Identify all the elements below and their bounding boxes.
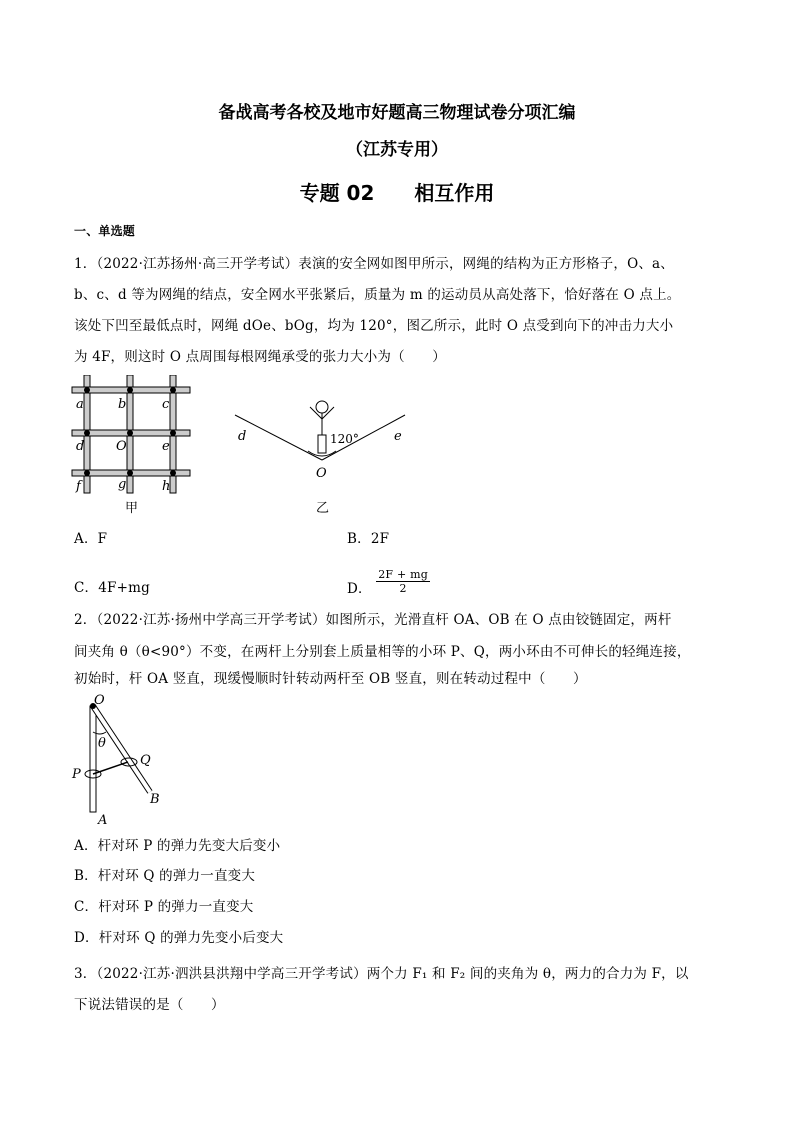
q1-line: 为 4F，则这时 O 点周围每根网绳承受的张力大小为（ ）: [74, 349, 446, 365]
q3-line: 3．（2022·江苏·泗洪县洪翔中学高三开学考试）两个力 F₁ 和 F₂ 间的夹角为 θ，两力的合力为 F，以: [74, 966, 689, 982]
figure-caption-yi: 乙: [316, 501, 330, 516]
q1-option-a[interactable]: A．F: [74, 531, 108, 547]
q1-line: b、c、d 等为网绳的结点，安全网水平张紧后，质量为 m 的运动员从高处落下，恰好落在 O 点上。: [74, 287, 681, 303]
angle-label: 120°: [330, 432, 359, 446]
label-d: d: [238, 429, 247, 444]
fraction: [376, 568, 430, 595]
q2-option-b[interactable]: B．杆对环 Q 的弹力一直变大: [74, 868, 256, 884]
label-O: O: [316, 466, 327, 481]
q3-line: 下说法错误的是（ ）: [74, 997, 225, 1013]
label-b: b: [118, 397, 127, 412]
q2-option-d[interactable]: D．杆对环 Q 的弹力先变小后变大: [74, 930, 284, 946]
q2-line: 2．（2022·江苏·扬州中学高三开学考试）如图所示，光滑直杆 OA、OB 在 O 点由铰链固定，两杆: [74, 612, 672, 628]
fraction-denominator: 2: [399, 582, 407, 595]
q1-line: 该处下凹至最低点时，网绳 dOe、bOg，均为 120°，图乙所示，此时 O 点受到向下的冲击力大小: [74, 318, 674, 334]
q1-line: 1．（2022·江苏扬州·高三开学考试）表演的安全网如图甲所示，网绳的结构为正方形格子，O、a、: [74, 256, 674, 272]
label-c: c: [162, 397, 170, 412]
label-O: O: [116, 439, 127, 454]
q2-line: 间夹角 θ（θ<90°）不变，在两杆上分别套上质量相等的小环 P、Q，两小环由不可伸长的轻绳连接，: [74, 644, 691, 660]
option-d-prefix: D．: [347, 581, 372, 597]
label-P: P: [72, 767, 81, 782]
q1-option-d[interactable]: [347, 568, 430, 603]
q1-option-c[interactable]: C．4F+mg: [74, 580, 150, 596]
fraction-numerator: 2F + mg: [378, 568, 428, 581]
q2-option-a[interactable]: A．杆对环 P 的弹力先变大后变小: [74, 838, 281, 854]
q1-option-b[interactable]: B．2F: [347, 531, 390, 547]
label-theta: θ: [98, 736, 106, 751]
label-O: O: [94, 693, 105, 708]
figure-caption-jia: 甲: [125, 501, 139, 515]
q2-line: 初始时，杆 OA 竖直，现缓慢顺时针转动两杆至 OB 竖直，则在转动过程中（ ）: [74, 671, 587, 687]
doc-title: 备战高考各校及地市好题高三物理试卷分项汇编: [218, 103, 576, 123]
doc-subtitle: （江苏专用）: [346, 140, 448, 160]
label-d: d: [76, 439, 85, 454]
label-a: a: [76, 397, 84, 412]
label-Q: Q: [140, 753, 151, 768]
net-sag-figure: [230, 395, 410, 520]
net-figure: [70, 375, 200, 515]
label-g: g: [118, 477, 127, 492]
label-e: e: [162, 439, 170, 454]
q2-option-c[interactable]: C．杆对环 P 的弹力一直变大: [74, 899, 254, 915]
label-h: h: [162, 479, 171, 494]
label-e: e: [394, 429, 402, 444]
label-A: A: [98, 813, 108, 827]
topic-title: 专题 02 相互作用: [299, 181, 495, 205]
section-heading: 一、单选题: [74, 224, 136, 238]
label-B: B: [150, 792, 160, 807]
label-f: f: [76, 479, 81, 494]
rods-figure: [68, 692, 178, 827]
